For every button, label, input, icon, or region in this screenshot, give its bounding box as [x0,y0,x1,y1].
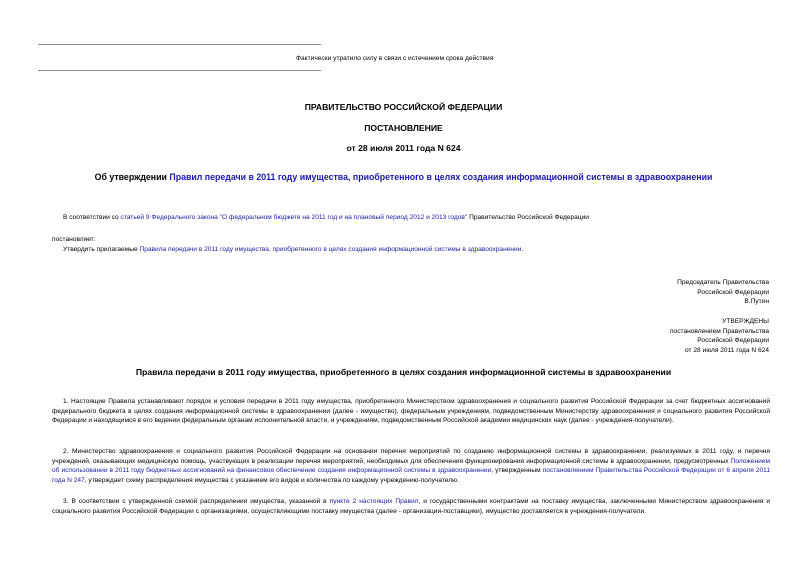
document-subject [0,172,807,182]
paragraph-2-part-a: 2. Министерство здравоохранения и социального развития Российской Федерации на основании перечня мероприятий по созданию информационной системы в здравоохранении, реализуемых в 2011 году, и перечня учреждений, оказывающих медицинскую помощь, участвующих в реализации перечня мероприятий, необходимых для обеспечения функционирования информационной системы в здравоохранении, предусмотренных [52,448,770,465]
federal-law-link[interactable]: статьей 9 Федерального закона "О федеральном бюджете на 2011 год и на плановый период 2012 и 2013 годов" [120,214,468,221]
status-notice: Фактически утратило силу в связи с истечением срока действия [296,55,494,62]
decides-label: постановляет: [52,236,96,243]
rules-title: Правила передачи в 2011 году имущества, приобретенного в целях создания информационной системы в здравоохранении [135,367,672,377]
paragraph-2-part-c: , утверждает схему распределения имущества с указанием его видов и количества по каждому учреждению-получателю. [84,477,459,485]
paragraph-3-part-b: , и государственными контрактами на поставку имущества, заключенными Министерством здравоохранения и социального развития Российской Федерации с организациями, осуществляющими поставку имущества (далее - организации-поставщики), имущество доставляется в учреждения-получатели. [52,498,771,515]
top-divider [38,44,321,45]
approve-after: . [521,246,524,253]
subject-rules-link[interactable]: Правил передачи в 2011 году имущества, приобретенного в целях создания информационной системы в здравоохранении [169,172,713,182]
signature-position-2: Российской Федерации [697,288,769,296]
paragraph-3-part-a: 3. В соответствии с утвержденной схемой распределения имущества, указанной в [63,498,330,505]
notice-divider [38,70,321,71]
preamble-after: Правительство Российской Федерации [467,214,589,221]
approve-clause [63,245,523,255]
government-decree-link[interactable]: постановлением Правительства Российской Федерации от 6 апреля 2011 года N 247 [52,467,770,485]
preamble [63,213,589,223]
paragraph-3-text [52,497,770,516]
signature-position: Председатель Правительства [677,279,769,286]
regulation-link[interactable]: Положением об использовании в 2011 году бюджетных ассигнований на финансовое обеспечение создания информационной системы в здравоохранении [52,457,770,475]
approve-before: Утвердить прилагаемые [63,246,140,253]
signature-block [677,278,769,307]
approve-rules-link[interactable]: Правила передачи в 2011 году имущества, приобретенного в целях создания информационной системы в здравоохранении [139,246,522,253]
preamble-before: В соответствии со [63,214,121,221]
clause-2-link[interactable]: пункте 2 настоящих Правил [329,498,419,505]
approval-heading: УТВЕРЖДЕНЫ [722,318,769,325]
paragraph-2-text [52,447,770,486]
paragraph-2 [52,447,770,486]
paragraph-3 [52,497,770,516]
signature-name: В.Путин [744,298,769,306]
paragraph-1-text: 1. Настоящие Правила устанавливают порядок и условия передачи в 2011 году имущества, приобретенного Министерством здравоохранения и социального развития Российской Федерации за счет бюджетных ассигнований федерального бюджета в целях создания информационной системы в здравоохранении (далее - имущество), федеральным учреждениям, подведомственным Министерству здравоохранения и социального развития Российской Федерации и находящимся в его ведении федеральным органам исполнительной власти, и учреждениям, подведомственным Российской академии медицинских наук (далее - учреждения-получатели). [52,398,770,425]
document-type: ПОСТАНОВЛЕНИЕ [364,123,443,133]
subject-prefix: Об утверждении [94,172,170,182]
paragraph-2-part-b: , утвержденным [491,467,543,475]
approval-line-4: от 28 июля 2011 года N 624 [684,346,769,354]
issuing-authority: ПРАВИТЕЛЬСТВО РОССИЙСКОЙ ФЕДЕРАЦИИ [304,102,503,112]
approval-block [670,317,769,355]
paragraph-1 [52,397,770,426]
approval-line-3: Российской Федерации [697,337,769,345]
approval-line-2: постановлением Правительства [669,327,769,335]
document-date: от 28 июля 2011 года N 624 [346,143,461,153]
